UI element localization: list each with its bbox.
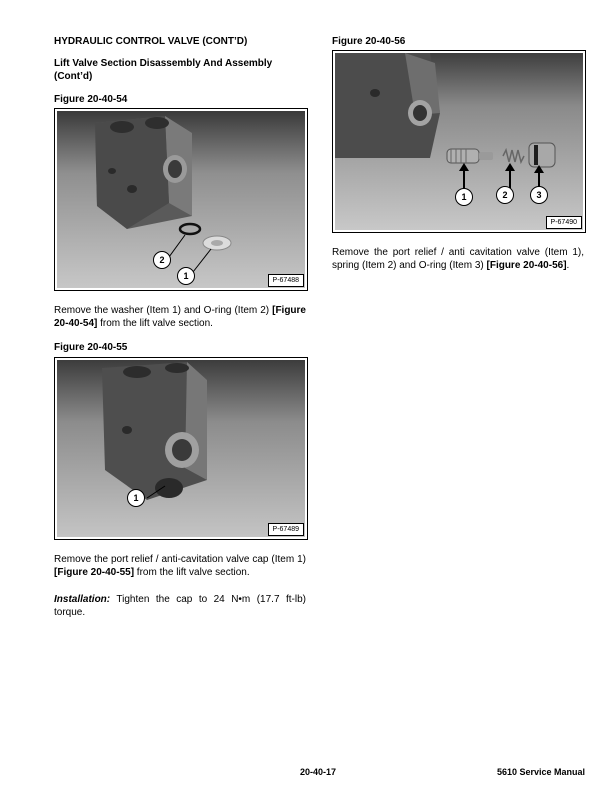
figure-20-40-55 [54,357,308,540]
caption-text-end: from the lift valve section. [134,567,250,578]
installation-note [54,593,306,619]
figure-20-40-56 [332,50,586,233]
photo-number: P-67489 [268,523,304,536]
figure-reference: [Figure 20-40-55] [54,567,135,578]
figure-label-56: Figure 20-40-56 [332,36,406,47]
subsection-title [54,57,272,83]
installation-text: Tighten the cap to 24 N•m (17.7 ft-lb) torque. [54,594,306,618]
caption-20-40-54 [54,304,306,330]
figure-label-54: Figure 20-40-54 [54,94,128,105]
photo-number: P-67488 [268,274,304,287]
manual-title: 5610 Service Manual [496,767,585,777]
caption-text: Remove the port relief / anti-cavitation valve cap (Item 1) [54,554,306,565]
photo-valve-cap [57,360,305,537]
callout-1: 1 [177,267,195,285]
callout-1: 1 [455,188,473,206]
section-title: HYDRAULIC CONTROL VALVE (CONT’D) [54,36,248,47]
page-number: 20-40-17 [300,767,337,777]
caption-20-40-55 [54,553,306,579]
subsection-title-line1: Lift Valve Section Disassembly And Assembly [54,58,273,69]
figure-reference: [Figure 20-40-56] [486,260,567,271]
caption-text-end: from the lift valve section. [97,318,213,329]
callout-2: 2 [153,251,171,269]
callout-1: 1 [127,489,145,507]
photo-valve-washer-oring [57,111,305,288]
caption-20-40-56 [332,246,584,272]
installation-label: Installation: [54,594,111,605]
caption-text-end: . [566,260,570,271]
figure-label-55: Figure 20-40-55 [54,342,128,353]
callout-2: 2 [496,186,514,204]
caption-text: Remove the washer (Item 1) and O-ring (Item 2) [54,305,273,316]
figure-20-40-54 [54,108,308,291]
subsection-title-line2: (Cont’d) [54,71,93,82]
photo-number: P-67490 [546,216,582,229]
caption-text: Remove the port relief / anti cavitation valve (Item 1), spring (Item 2) and O-ring (Item 3) [332,247,584,271]
figure-reference: [Figure 20-40-54] [54,305,306,329]
callout-3: 3 [530,186,548,204]
